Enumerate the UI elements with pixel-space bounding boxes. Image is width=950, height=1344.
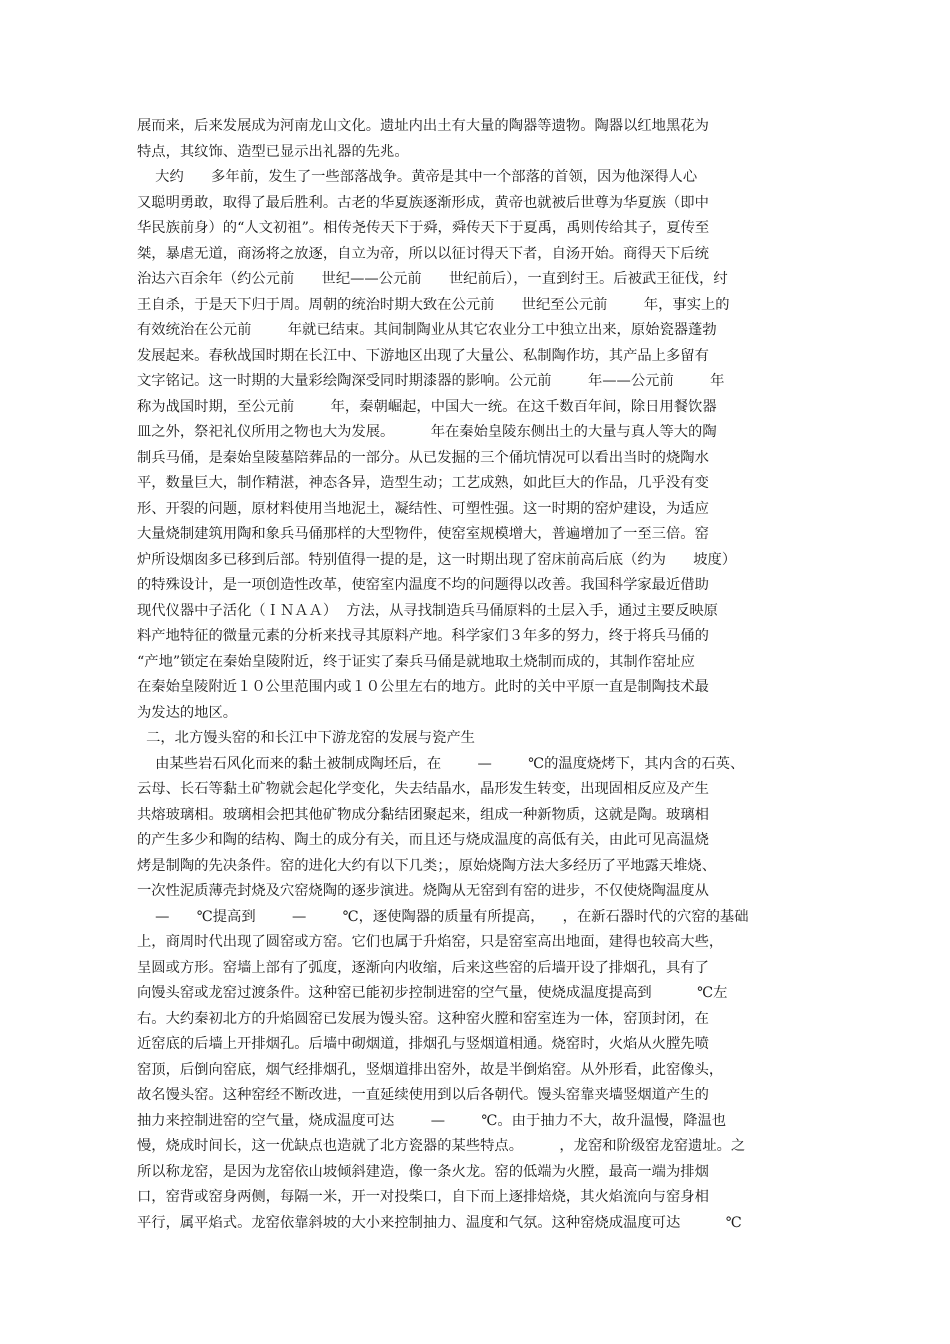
text-line: 又聪明勇敢，取得了最后胜利。古老的华夏族逐渐形成，黄帝也就被后世尊为华夏族（即中 — [137, 194, 709, 211]
text-line: 所以称龙窑，是因为龙窑依山坡倾斜建造，像一条火龙。窑的低端为火膛，最高一端为排烟 — [137, 1163, 709, 1180]
text-line: 炉所设烟囱多已移到后部。特别值得一提的是，这一时期出现了窑床前高后底（约为 坡度） — [137, 551, 737, 568]
text-line: 特点，其纹饰、造型已显示出礼器的先兆。 — [137, 143, 409, 160]
text-line: 大约 多年前，发生了一些部落战争。黄帝是其中一个部落的首领，因为他深得人心 — [137, 169, 698, 185]
body-text — [137, 114, 813, 1236]
text-line: 在秦始皇陵附近１０公里范围内或１０公里左右的地方。此时的关中平原一直是制陶技术最 — [137, 679, 709, 695]
text-line: 口，窑背或窑身两侧，每隔一米，开一对投柴口，自下而上逐排焙烧，其火焰流向与窑身相 — [137, 1189, 709, 1205]
text-line: 华民族前身）的“人文初祖”。相传尧传天下于舜，舜传天下于夏禹，禹则传给其子，夏传至 — [137, 220, 710, 236]
text-line: 为发达的地区。 — [137, 704, 238, 721]
text-line: 料产地特征的微量元素的分析来找寻其原料产地。科学家们３年多的努力，终于将兵马俑的 — [137, 628, 709, 644]
text-line: 烤是制陶的先决条件。窑的进化大约有以下几类；，原始烧陶方法大多经历了平地露天堆烧、 — [137, 857, 717, 874]
text-line: 一次性泥质薄壳封烧及穴窑烧陶的逐步演进。烧陶从无窑到有窑的进步，不仅使烧陶温度从 — [137, 883, 709, 899]
text-line: 有效统治在公元前 年就已结束。其间制陶业从其它农业分工中独立出来，原始瓷器蓬勃 — [137, 322, 717, 338]
text-line: 桀，暴虐无道，商汤将之放逐，自立为帝，所以以征讨得天下者，自汤开始。商得天下后统 — [137, 245, 709, 262]
text-line: 的特殊设计，是一项创造性改革，使窑室内温度不均的问题得以改善。我国科学家最近借助 — [137, 577, 709, 593]
text-line: 皿之外，祭祀礼仪所用之物也大为发展。 年在秦始皇陵东侧出土的大量与真人等大的陶 — [137, 424, 717, 440]
text-line: 王自杀，于是天下归于周。周朝的统治时期大致在公元前 世纪至公元前 年，事实上的 — [137, 296, 730, 313]
text-line: 呈圆或方形。窑墙上部有了弧度，逐渐向内收缩，后来这些窑的后墙开设了排烟孔，具有了 — [137, 959, 709, 976]
text-line: — ℃提高到 — ℃，逐使陶器的质量有所提高， ，在新石器时代的穴窑的基础 — [137, 908, 749, 925]
text-line: 平，数量巨大，制作精湛，神态各异，造型生动；工艺成熟，如此巨大的作品，几乎没有变 — [137, 475, 709, 491]
text-line: 向馒头窑或龙窑过渡条件。这种窑已能初步控制进窑的空气量，使烧成温度提高到 ℃左 — [137, 985, 728, 1001]
text-line: 平行，属平焰式。龙窑依靠斜坡的大小来控制抽力、温度和气氛。这种窑烧成温度可达 ℃ — [137, 1214, 742, 1231]
text-line: 窑顶，后倒向窑底，烟气经排烟孔，竖烟道排出窑外，故是半倒焰窑。从外形看，此窑像头， — [137, 1061, 724, 1078]
text-line: 右。大约秦初北方的升焰圆窑已发展为馒头窑。这种窑火膛和窑室连为一体，窑顶封闭，在 — [137, 1010, 709, 1027]
text-line: 二，北方馒头窑的和长江中下游龙窑的发展与瓷产生 — [137, 730, 475, 746]
text-line: 制兵马俑，是秦始皇陵墓陪葬品的一部分。从已发掘的三个俑坑情况可以看出当时的烧陶水 — [137, 449, 709, 466]
text-line: “产地”锁定在秦始皇陵附近，终于证实了秦兵马俑是就地取土烧制而成的，其制作窑址应 — [137, 653, 695, 670]
text-line: 云母、长石等黏土矿物就会起化学变化，失去结晶水，晶形发生转变，出现固相反应及产生 — [137, 781, 709, 797]
text-line: 的产生多少和陶的结构、陶土的成分有关，而且还与烧成温度的高低有关，由此可见高温烧 — [137, 832, 709, 848]
text-line: 治达六百余年（约公元前 世纪——公元前 世纪前后），一直到纣王。后被武王征伐，纣 — [137, 271, 728, 287]
text-line: 发展起来。春秋战国时期在长江中、下游地区出现了大量公、私制陶作坊，其产品上多留有 — [137, 347, 709, 364]
text-line: 文字铭记。这一时期的大量彩绘陶深受同时期漆器的影响。公元前 年——公元前 年 — [137, 373, 725, 389]
text-line: 称为战国时期，至公元前 年，秦朝崛起，中国大一统。在这千数百年间，除日用餐饮器 — [137, 398, 717, 415]
text-line: 上，商周时代出现了圆窑或方窑。它们也属于升焰窑，只是窑室高出地面，建得也较高大些， — [137, 934, 724, 950]
text-line: 慢，烧成时间长，这一优缺点也造就了北方瓷器的某些特点。 ，龙窑和阶级窑龙窑遗址。之 — [137, 1138, 746, 1154]
text-line: 共熔玻璃相。玻璃相会把其他矿物成分黏结团聚起来，组成一种新物质，这就是陶。玻璃相 — [137, 806, 709, 823]
text-line: 形、开裂的问题，原材料使用当地泥土，凝结性、可塑性强。这一时期的窑炉建设，为适应 — [137, 500, 709, 517]
text-line: 由某些岩石风化而来的黏土被制成陶坯后，在 — ℃的温度烧烤下，其内含的石英、 — [137, 755, 745, 772]
text-line: 故名馒头窑。这种窑经不断改进，一直延续使用到以后各朝代。馒头窑靠夹墙竖烟道产生的 — [137, 1087, 709, 1103]
text-line: 大量烧制建筑用陶和象兵马俑那样的大型物件，使窑室规模增大，普遍增加了一至三倍。窑 — [137, 526, 709, 542]
text-line: 近窑底的后墙上开排烟孔。后墙中砌烟道，排烟孔与竖烟道相通。烧窑时，火焰从火膛先喷 — [137, 1036, 709, 1052]
text-line: 展而来，后来发展成为河南龙山文化。遗址内出土有大量的陶器等遗物。陶器以红地黑花为 — [137, 118, 709, 134]
text-line: 抽力来控制进窑的空气量，烧成温度可达 — ℃。由于抽力不大，故升温慢，降温也 — [137, 1112, 727, 1129]
text-line: 现代仪器中子活化（ＩＮＡＡ） 方法，从寻找制造兵马俑原料的土层入手，通过主要反映原 — [137, 602, 718, 619]
